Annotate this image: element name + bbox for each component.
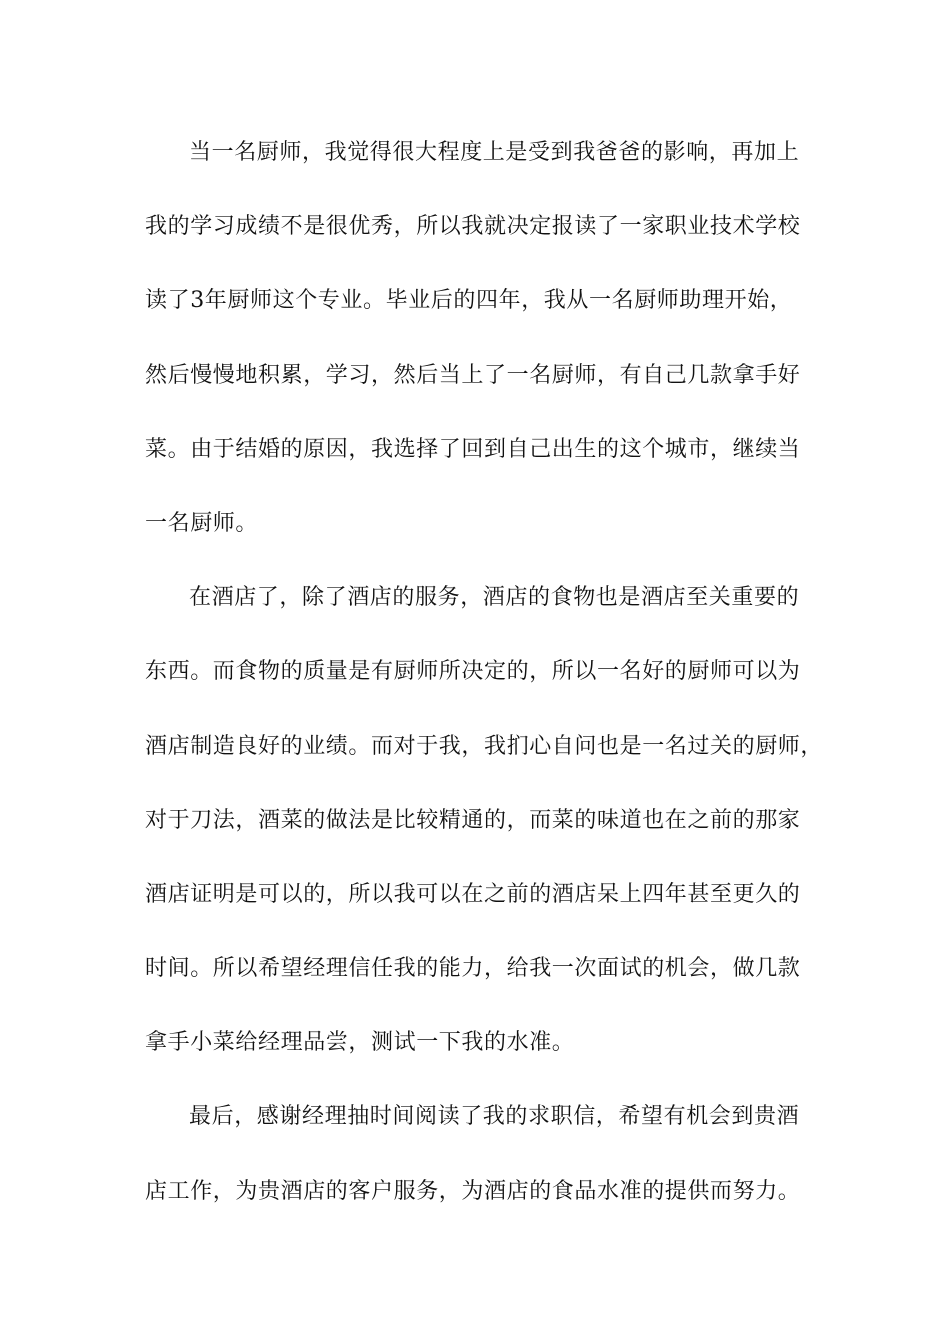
- text-line: 酒店证明是可以的，所以我可以在之前的酒店呆上四年甚至更久的: [145, 881, 801, 907]
- text-line: 我的学习成绩不是很优秀，所以我就决定报读了一家职业技术学校: [145, 214, 801, 240]
- text-line: 时间。所以希望经理信任我的能力，给我一次面试的机会，做几款: [145, 956, 801, 982]
- text-line: 一名厨师。: [145, 510, 259, 536]
- paragraph-2: [145, 572, 825, 1091]
- letter-body: [145, 127, 825, 1240]
- text-line: 店工作，为贵酒店的客户服务，为酒店的食品水准的提供而努力。: [145, 1178, 801, 1204]
- text-line: 拿手小菜给经理品尝，测试一下我的水准。: [145, 1030, 575, 1056]
- text-line: 东西。而食物的质量是有厨师所决定的，所以一名好的厨师可以为: [145, 659, 801, 685]
- text-line: 最后，感谢经理抽时间阅读了我的求职信，希望有机会到贵酒: [189, 1104, 800, 1130]
- paragraph-3: [145, 1091, 825, 1239]
- paragraph-1: [145, 127, 825, 572]
- text-line: 酒店制造良好的业绩。而对于我，我扪心自问也是一名过关的厨师，: [145, 733, 824, 759]
- text-line: 读了3年厨师这个专业。毕业后的四年，我从一名厨师助理开始，: [145, 288, 793, 314]
- text-line: 当一名厨师，我觉得很大程度上是受到我爸爸的影响，再加上: [189, 140, 800, 165]
- text-line: 菜。由于结婚的原因，我选择了回到自己出生的这个城市，继续当: [145, 436, 801, 462]
- text-line: 在酒店了，除了酒店的服务，酒店的食物也是酒店至关重要的: [189, 585, 800, 611]
- text-line: 然后慢慢地积累，学习，然后当上了一名厨师，有自己几款拿手好: [145, 362, 801, 388]
- text-line: 对于刀法，酒菜的做法是比较精通的，而菜的味道也在之前的那家: [145, 807, 801, 833]
